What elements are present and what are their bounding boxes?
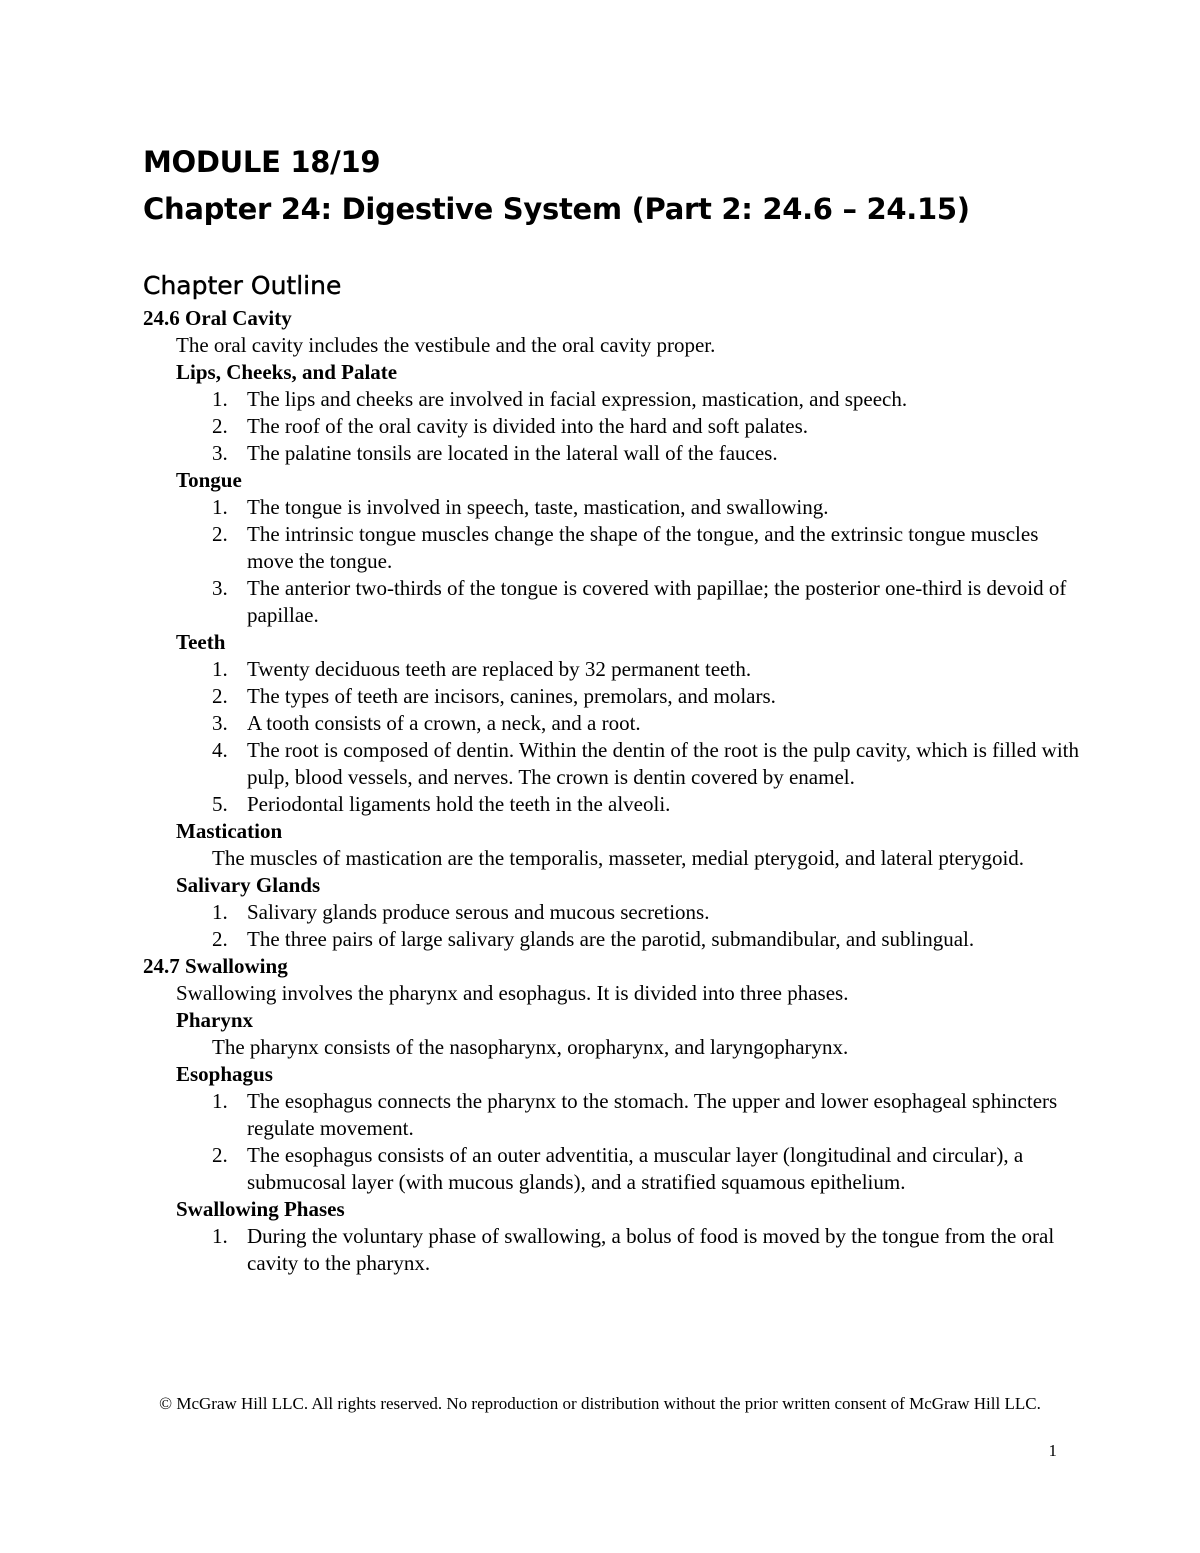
item-text: The esophagus connects the pharynx to the stomach. The upper and lower esophageal sphincters regulate movement. xyxy=(247,1089,1058,1140)
module-title: MODULE 18/19 xyxy=(143,145,381,179)
item-text: Periodontal ligaments hold the teeth in the alveoli. xyxy=(247,792,671,816)
item-number: 1. xyxy=(212,657,228,681)
item-number: 1. xyxy=(212,900,228,924)
item-number: 1. xyxy=(212,1089,228,1113)
subsection-paragraph: The pharynx consists of the nasopharynx, oropharynx, and laryngopharynx. xyxy=(212,1035,849,1059)
item-number: 2. xyxy=(212,927,228,951)
item-text: The tongue is involved in speech, taste, mastication, and swallowing. xyxy=(247,495,829,519)
list-item xyxy=(143,791,1083,818)
item-number: 1. xyxy=(212,387,228,411)
list-item xyxy=(143,575,1083,629)
subsection-heading: Lips, Cheeks, and Palate xyxy=(176,360,398,384)
list-item xyxy=(143,926,1083,953)
section-heading: 24.6 Oral Cavity xyxy=(143,306,292,330)
item-text: The roof of the oral cavity is divided into the hard and soft palates. xyxy=(247,414,809,438)
list-item xyxy=(143,1088,1083,1142)
subsection-heading: Salivary Glands xyxy=(176,873,321,897)
item-number: 1. xyxy=(212,1224,228,1248)
subsection-heading: Mastication xyxy=(176,819,283,843)
outline-body xyxy=(143,305,1083,1277)
subsection-heading: Tongue xyxy=(176,468,242,492)
item-text: The three pairs of large salivary glands are the parotid, submandibular, and sublingual. xyxy=(247,927,975,951)
list-item xyxy=(143,656,1083,683)
chapter-title: Chapter 24: Digestive System (Part 2: 24.6 – 24.15) xyxy=(143,192,970,226)
item-text: A tooth consists of a crown, a neck, and a root. xyxy=(247,711,641,735)
item-text: The esophagus consists of an outer adventitia, a muscular layer (longitudinal and circular), a submucosal layer (with mucous glands), and a stratified squamous epithelium. xyxy=(247,1143,1024,1194)
list-item xyxy=(143,710,1083,737)
item-number: 3. xyxy=(212,441,228,465)
item-number: 2. xyxy=(212,1143,228,1167)
list-item xyxy=(143,413,1083,440)
item-text: Twenty deciduous teeth are replaced by 32 permanent teeth. xyxy=(247,657,752,681)
item-number: 2. xyxy=(212,414,228,438)
subsection-heading: Pharynx xyxy=(176,1008,254,1032)
list-item xyxy=(143,899,1083,926)
item-number: 1. xyxy=(212,495,228,519)
item-number: 3. xyxy=(212,576,228,600)
item-text: During the voluntary phase of swallowing, a bolus of food is moved by the tongue from the oral cavity to the pharynx. xyxy=(247,1224,1055,1275)
item-number: 5. xyxy=(212,792,228,816)
item-text: The palatine tonsils are located in the lateral wall of the fauces. xyxy=(247,441,778,465)
item-number: 4. xyxy=(212,738,228,762)
copyright-footer: © McGraw Hill LLC. All rights reserved. No reproduction or distribution without the prior written consent of McGraw Hill LLC. xyxy=(159,1394,1041,1413)
list-item xyxy=(143,521,1083,575)
list-item xyxy=(143,737,1083,791)
list-item xyxy=(143,386,1083,413)
subsection-paragraph: The muscles of mastication are the temporalis, masseter, medial pterygoid, and lateral pterygoid. xyxy=(212,846,1025,870)
item-number: 2. xyxy=(212,522,228,546)
list-item xyxy=(143,683,1083,710)
section-intro: Swallowing involves the pharynx and esophagus. It is divided into three phases. xyxy=(176,981,849,1005)
page-number: 1 xyxy=(1048,1441,1057,1460)
list-item xyxy=(143,440,1083,467)
section-intro: The oral cavity includes the vestibule and the oral cavity proper. xyxy=(176,333,716,357)
list-item xyxy=(143,1142,1083,1196)
outline-heading: Chapter Outline xyxy=(143,271,342,300)
item-text: The types of teeth are incisors, canines, premolars, and molars. xyxy=(247,684,776,708)
item-text: Salivary glands produce serous and mucous secretions. xyxy=(247,900,710,924)
subsection-heading: Swallowing Phases xyxy=(176,1197,345,1221)
item-number: 3. xyxy=(212,711,228,735)
subsection-heading: Esophagus xyxy=(176,1062,273,1086)
item-text: The intrinsic tongue muscles change the shape of the tongue, and the extrinsic tongue muscles move the tongue. xyxy=(247,522,1039,573)
item-text: The lips and cheeks are involved in facial expression, mastication, and speech. xyxy=(247,387,908,411)
list-item xyxy=(143,1223,1083,1277)
list-item xyxy=(143,494,1083,521)
item-number: 2. xyxy=(212,684,228,708)
item-text: The anterior two-thirds of the tongue is covered with papillae; the posterior one-third is devoid of papillae. xyxy=(247,576,1067,627)
item-text: The root is composed of dentin. Within the dentin of the root is the pulp cavity, which is filled with pulp, blood vessels, and nerves. The crown is dentin covered by enamel. xyxy=(247,738,1080,789)
section-heading: 24.7 Swallowing xyxy=(143,954,288,978)
subsection-heading: Teeth xyxy=(176,630,226,654)
